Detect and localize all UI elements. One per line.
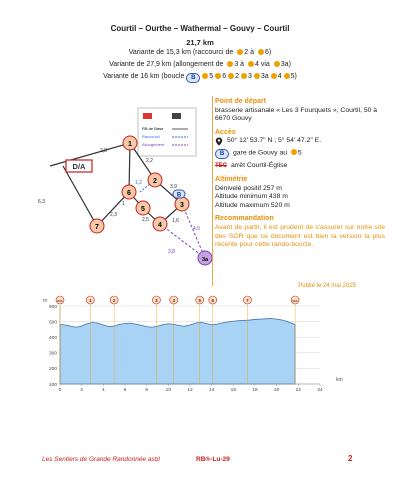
svg-text:6: 6 (127, 190, 131, 197)
x-tick-label: 10 (165, 388, 172, 393)
variant-line-3: Variante de 16 km (boucle B 5 6 2 3 3a 4 5) (103, 73, 297, 81)
y-tick-label: 400 (48, 336, 57, 341)
waypoint-dot-icon (237, 49, 243, 55)
waypoint-marker-label: D/A (292, 298, 298, 303)
tec-icon: TEC (215, 163, 227, 170)
segment-label: 2,5 (142, 217, 149, 223)
page-number: 2 (348, 454, 353, 463)
map-legend (138, 108, 196, 156)
svg-text:7: 7 (95, 224, 99, 231)
segment-label: 1 (122, 201, 125, 207)
route-map (0, 88, 215, 288)
x-tick-label: 2 (80, 388, 84, 393)
svg-text:5: 5 (141, 206, 145, 213)
waypoint-marker-label: D/A (57, 298, 63, 303)
legend-raccourci: Raccourci (142, 134, 160, 139)
waypoint-dot-icon (248, 61, 254, 67)
coords-text: 50° 12' 53.7" N ; 5° 54' 47.2" E. (227, 137, 322, 145)
segment-label: 3,9 (170, 184, 177, 190)
x-tick-label: 8 (145, 388, 149, 393)
x-tick-label: 18 (252, 388, 258, 393)
y-tick-label: 100 (48, 382, 57, 388)
start-finish-label: D/A (72, 162, 86, 171)
variant-line-2: Variante de 27,9 km (allongement de 3 à 4 via 3a) (109, 61, 291, 68)
x-tick-label: 24 (317, 388, 323, 393)
waypoint-marker-label: 4 (172, 297, 176, 303)
waypoint-marker-label: 3 (155, 297, 158, 303)
alt-min-text: Altitude minimum 438 m (215, 193, 288, 201)
x-tick-label: 0 (58, 388, 62, 393)
legend-base: RB de Base (142, 126, 164, 131)
svg-text:B: B (176, 192, 182, 199)
map-node-2 (148, 173, 162, 187)
route-distance: 21,7 km (186, 38, 214, 47)
svg-text:3: 3 (180, 202, 184, 209)
y-tick-label: 200 (48, 367, 57, 373)
location-pin-icon (215, 137, 223, 146)
reco-text: Avant de partir, il est prudent de s'assurer sur notre site des SGR que ce document est bien la version la plus récente pour cette rando-boucle. (215, 223, 385, 249)
bus-b-badge-icon: B (186, 73, 200, 83)
map-node-5 (136, 201, 150, 215)
waypoint-dot-icon (271, 73, 277, 79)
gare-text: gare de Gouvy au (233, 149, 289, 157)
x-axis-label: km (336, 377, 343, 383)
svg-text:2: 2 (153, 178, 157, 185)
waypoint-marker-label: 6 (211, 297, 215, 303)
segment-label: 3,8 (168, 249, 175, 255)
gare-row: B gare de Gouvy au 5 (215, 149, 385, 159)
segment-label: 2,8 (100, 148, 107, 154)
segment-label: 6,3 (38, 199, 45, 205)
alti-heading: Altimétrie (215, 175, 248, 183)
map-node-7 (90, 219, 104, 233)
svg-text:4: 4 (158, 222, 162, 229)
page-title: Courtil – Ourthe – Wathermal – Gouvy – Courtil (110, 24, 290, 33)
info-panel (215, 98, 385, 250)
segment-label: 2,2 (146, 158, 153, 164)
start-finish-marker (66, 160, 92, 172)
waypoint-dot-icon (254, 73, 260, 79)
y-tick-label: 300 (48, 351, 57, 357)
tec-row (215, 162, 385, 171)
car-icon (143, 113, 152, 119)
y-tick-label: 500 (48, 320, 57, 326)
coords-row (215, 137, 385, 146)
segment-label: 4,0 (193, 226, 200, 232)
elevation-chart (40, 292, 360, 404)
waypoint-dot-icon (228, 73, 234, 79)
y-tick-label: 600 (48, 304, 57, 310)
x-tick-label: 20 (273, 388, 280, 393)
bus-b-badge-icon (173, 190, 185, 199)
waypoint-dot-icon (274, 61, 280, 67)
train-icon (172, 113, 181, 119)
svg-text:1: 1 (128, 141, 132, 148)
map-node-4 (153, 217, 167, 231)
x-tick-label: 12 (187, 388, 193, 393)
svg-text:3a: 3a (201, 257, 209, 263)
arret-text: arrêt Courtil-Église (231, 162, 288, 170)
segment-label: 1,2 (135, 180, 142, 186)
published-date: Publié le 24 mai 2025 (298, 283, 356, 289)
depart-text: brasserie artisanale « Les 3 Fourquets », Courtil, 50 à 6670 Gouvy (215, 106, 378, 123)
map-node-1 (123, 136, 137, 150)
y-axis (49, 304, 57, 388)
x-tick-label: 14 (208, 388, 215, 393)
waypoint-dot-icon (291, 149, 297, 155)
map-node-6 (122, 185, 136, 199)
map-node-3a (198, 251, 212, 265)
waypoint-dot-icon (241, 73, 247, 79)
footer-org: Les Sentiers de Grande Randonnée asbl (42, 456, 160, 463)
footer-ref: RB®-Lu-29 (196, 456, 230, 463)
x-tick-label: 6 (123, 388, 127, 393)
acces-heading: Accès (215, 128, 236, 136)
denivele-text: Dénivelé positif 257 m (215, 184, 282, 192)
x-tick-label: 22 (295, 388, 302, 393)
waypoint-marker-label: 2 (112, 297, 116, 303)
legend-allongement: Allongement (142, 142, 165, 147)
x-tick-label: 4 (101, 388, 105, 393)
depart-heading: Point de départ (215, 98, 266, 105)
waypoint-dot-icon (284, 73, 290, 79)
segment-label: 1,6 (172, 218, 179, 224)
map-node-3 (175, 197, 189, 211)
waypoint-dot-icon (215, 73, 221, 79)
reco-heading: Recommandation (215, 215, 274, 223)
alt-max-text: Altitude maximum 520 m (215, 201, 290, 209)
waypoint-marker-label: 5 (198, 297, 202, 303)
y-axis-label: m (43, 298, 48, 304)
waypoint-marker-label: 1 (89, 297, 92, 303)
segment-label: 2,3 (110, 212, 117, 218)
waypoint-dot-icon (202, 73, 208, 79)
variant-line-1: Variante de 15,3 km (raccourci de 2 à 6) (128, 49, 272, 56)
waypoint-dot-icon (227, 61, 233, 67)
divider (212, 96, 213, 286)
bus-b-badge-icon: B (215, 149, 229, 159)
x-tick-label: 16 (230, 388, 237, 393)
waypoint-dot-icon (258, 49, 264, 55)
waypoint-marker-label: 7 (246, 297, 249, 303)
elevation-area (60, 318, 295, 384)
